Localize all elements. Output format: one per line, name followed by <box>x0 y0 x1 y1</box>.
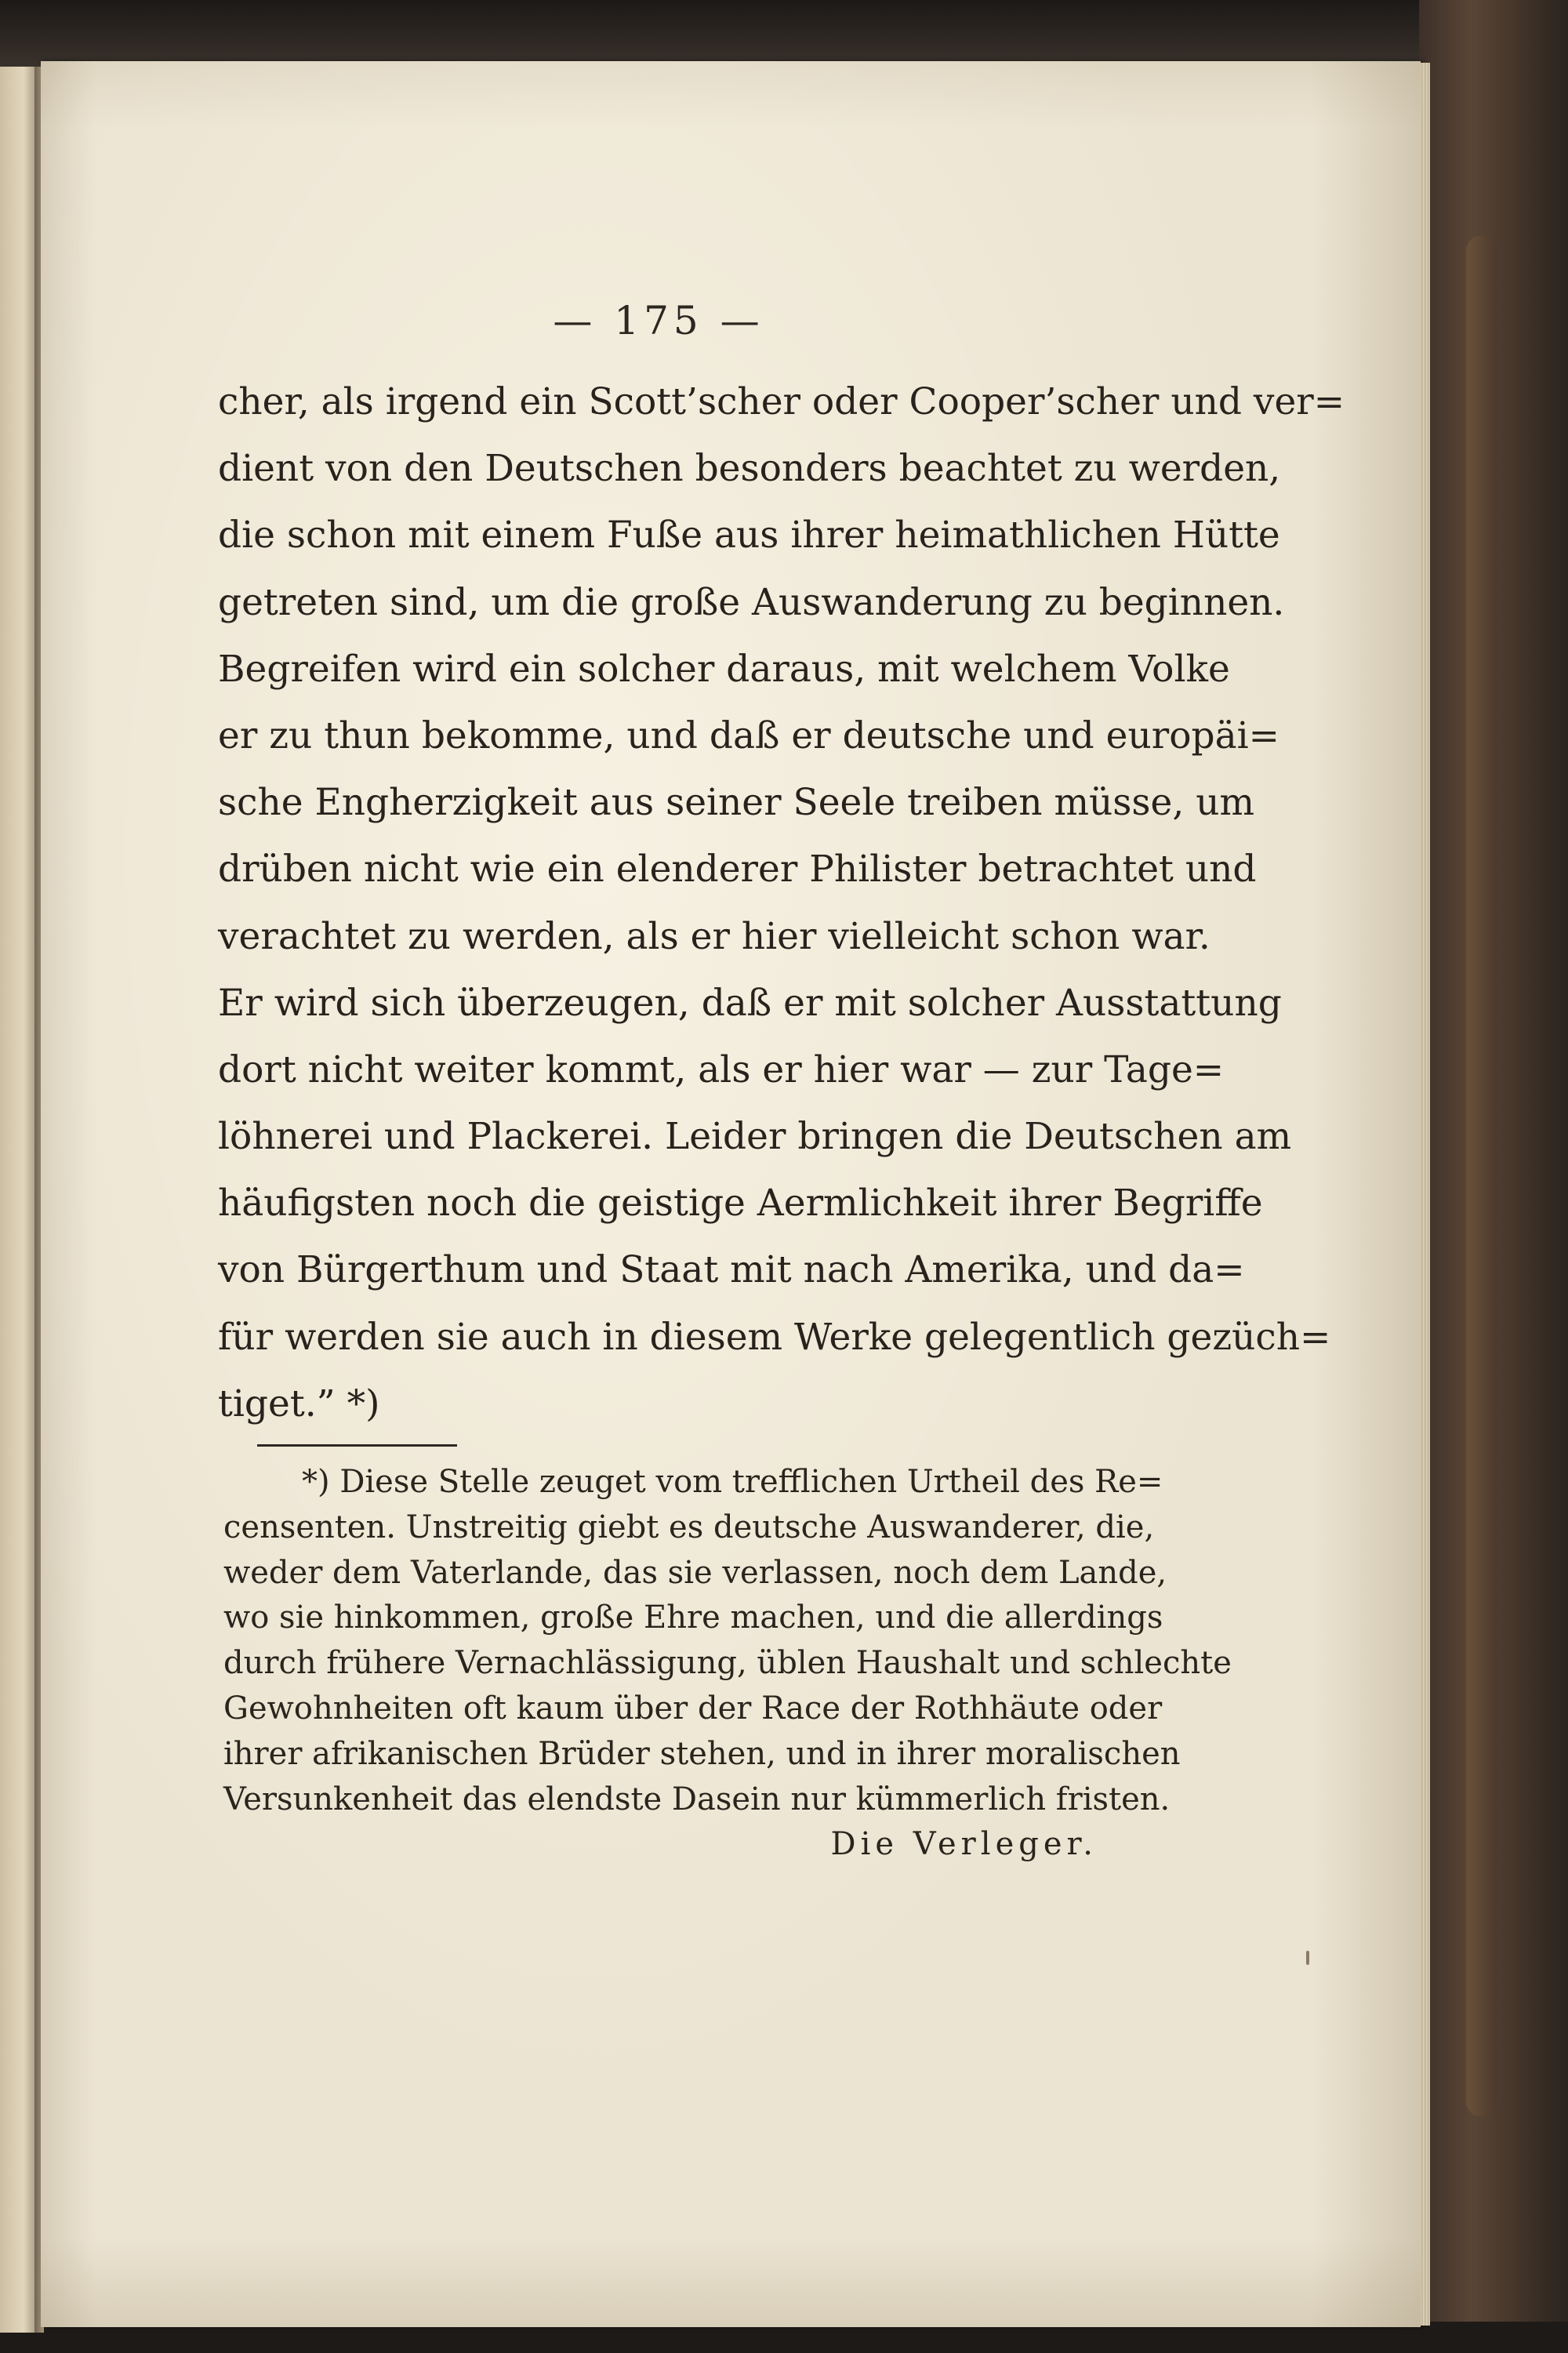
text-line: drüben nicht wie ein elenderer Philister betrachtet und <box>218 848 1257 891</box>
footnote-signature: Die Verleger. <box>830 1826 1098 1863</box>
footnote-line: *) Diese Stelle zeuget vom trefflichen Urtheil des Re= <box>302 1464 1163 1500</box>
text-line: getreten sind, um die große Auswanderung zu beginnen. <box>218 580 1285 624</box>
page-number: — 175 — <box>553 298 764 343</box>
text-line: cher, als irgend ein Scott’scher oder Cooper’scher und ver= <box>218 380 1345 423</box>
footnote-line: weder dem Vaterlande, das sie verlassen, noch dem Lande, <box>223 1554 1167 1591</box>
footnote-line: Versunkenheit das elendste Dasein nur kümmerlich fristen. <box>223 1781 1171 1817</box>
previous-page-edge <box>0 67 39 2333</box>
text-line: dort nicht weiter kommt, als er hier war — zur Tage= <box>218 1048 1225 1091</box>
text-line: die schon mit einem Fuße aus ihrer heimathlichen Hütte <box>218 514 1280 557</box>
footnote-line: wo sie hinkommen, große Ehre machen, und die allerdings <box>223 1600 1163 1636</box>
text-line: verachtet zu werden, als er hier vielleicht schon war. <box>218 914 1210 958</box>
main-text <box>218 369 1345 1437</box>
text-line: für werden sie auch in diesem Werke gelegentlich gezüch= <box>218 1315 1331 1359</box>
book-cover-right <box>1419 0 1568 2353</box>
footnote <box>223 1460 1232 1868</box>
text-line: Begreifen wird ein solcher daraus, mit welchem Volke <box>218 647 1230 691</box>
text-line: sche Engherzigkeit aus seiner Seele treiben müsse, um <box>218 781 1255 825</box>
footnote-line: Gewohnheiten oft kaum über der Race der Rothhäute oder <box>223 1690 1163 1727</box>
footnote-line: censenten. Unstreitig giebt es deutsche Auswanderer, die, <box>223 1509 1155 1545</box>
paper-mark <box>1306 1951 1309 1965</box>
book-cover-top <box>0 0 1568 71</box>
text-line: häufigsten noch die geistige Aermlichkeit ihrer Begriffe <box>218 1182 1263 1226</box>
text-line: löhnerei und Plackerei. Leider bringen die Deutschen am <box>218 1115 1292 1159</box>
text-line: tiget.” *) <box>218 1382 380 1425</box>
text-line: er zu thun bekomme, und daß er deutsche und europäi= <box>218 714 1280 757</box>
text-line: von Bürgerthum und Staat mit nach Amerika, und da= <box>218 1248 1245 1292</box>
footnote-rule <box>257 1444 457 1447</box>
text-line: dient von den Deutschen besonders beachtet zu werden, <box>218 447 1281 491</box>
page-stack-edge <box>1421 63 1430 2326</box>
text-line: Er wird sich überzeugen, daß er mit solcher Ausstattung <box>218 981 1282 1025</box>
footnote-line: ihrer afrikanischen Brüder stehen, und in ihrer moralischen <box>223 1735 1181 1772</box>
footnote-line: durch frühere Vernachlässigung, üblen Haushalt und schlechte <box>223 1645 1232 1682</box>
